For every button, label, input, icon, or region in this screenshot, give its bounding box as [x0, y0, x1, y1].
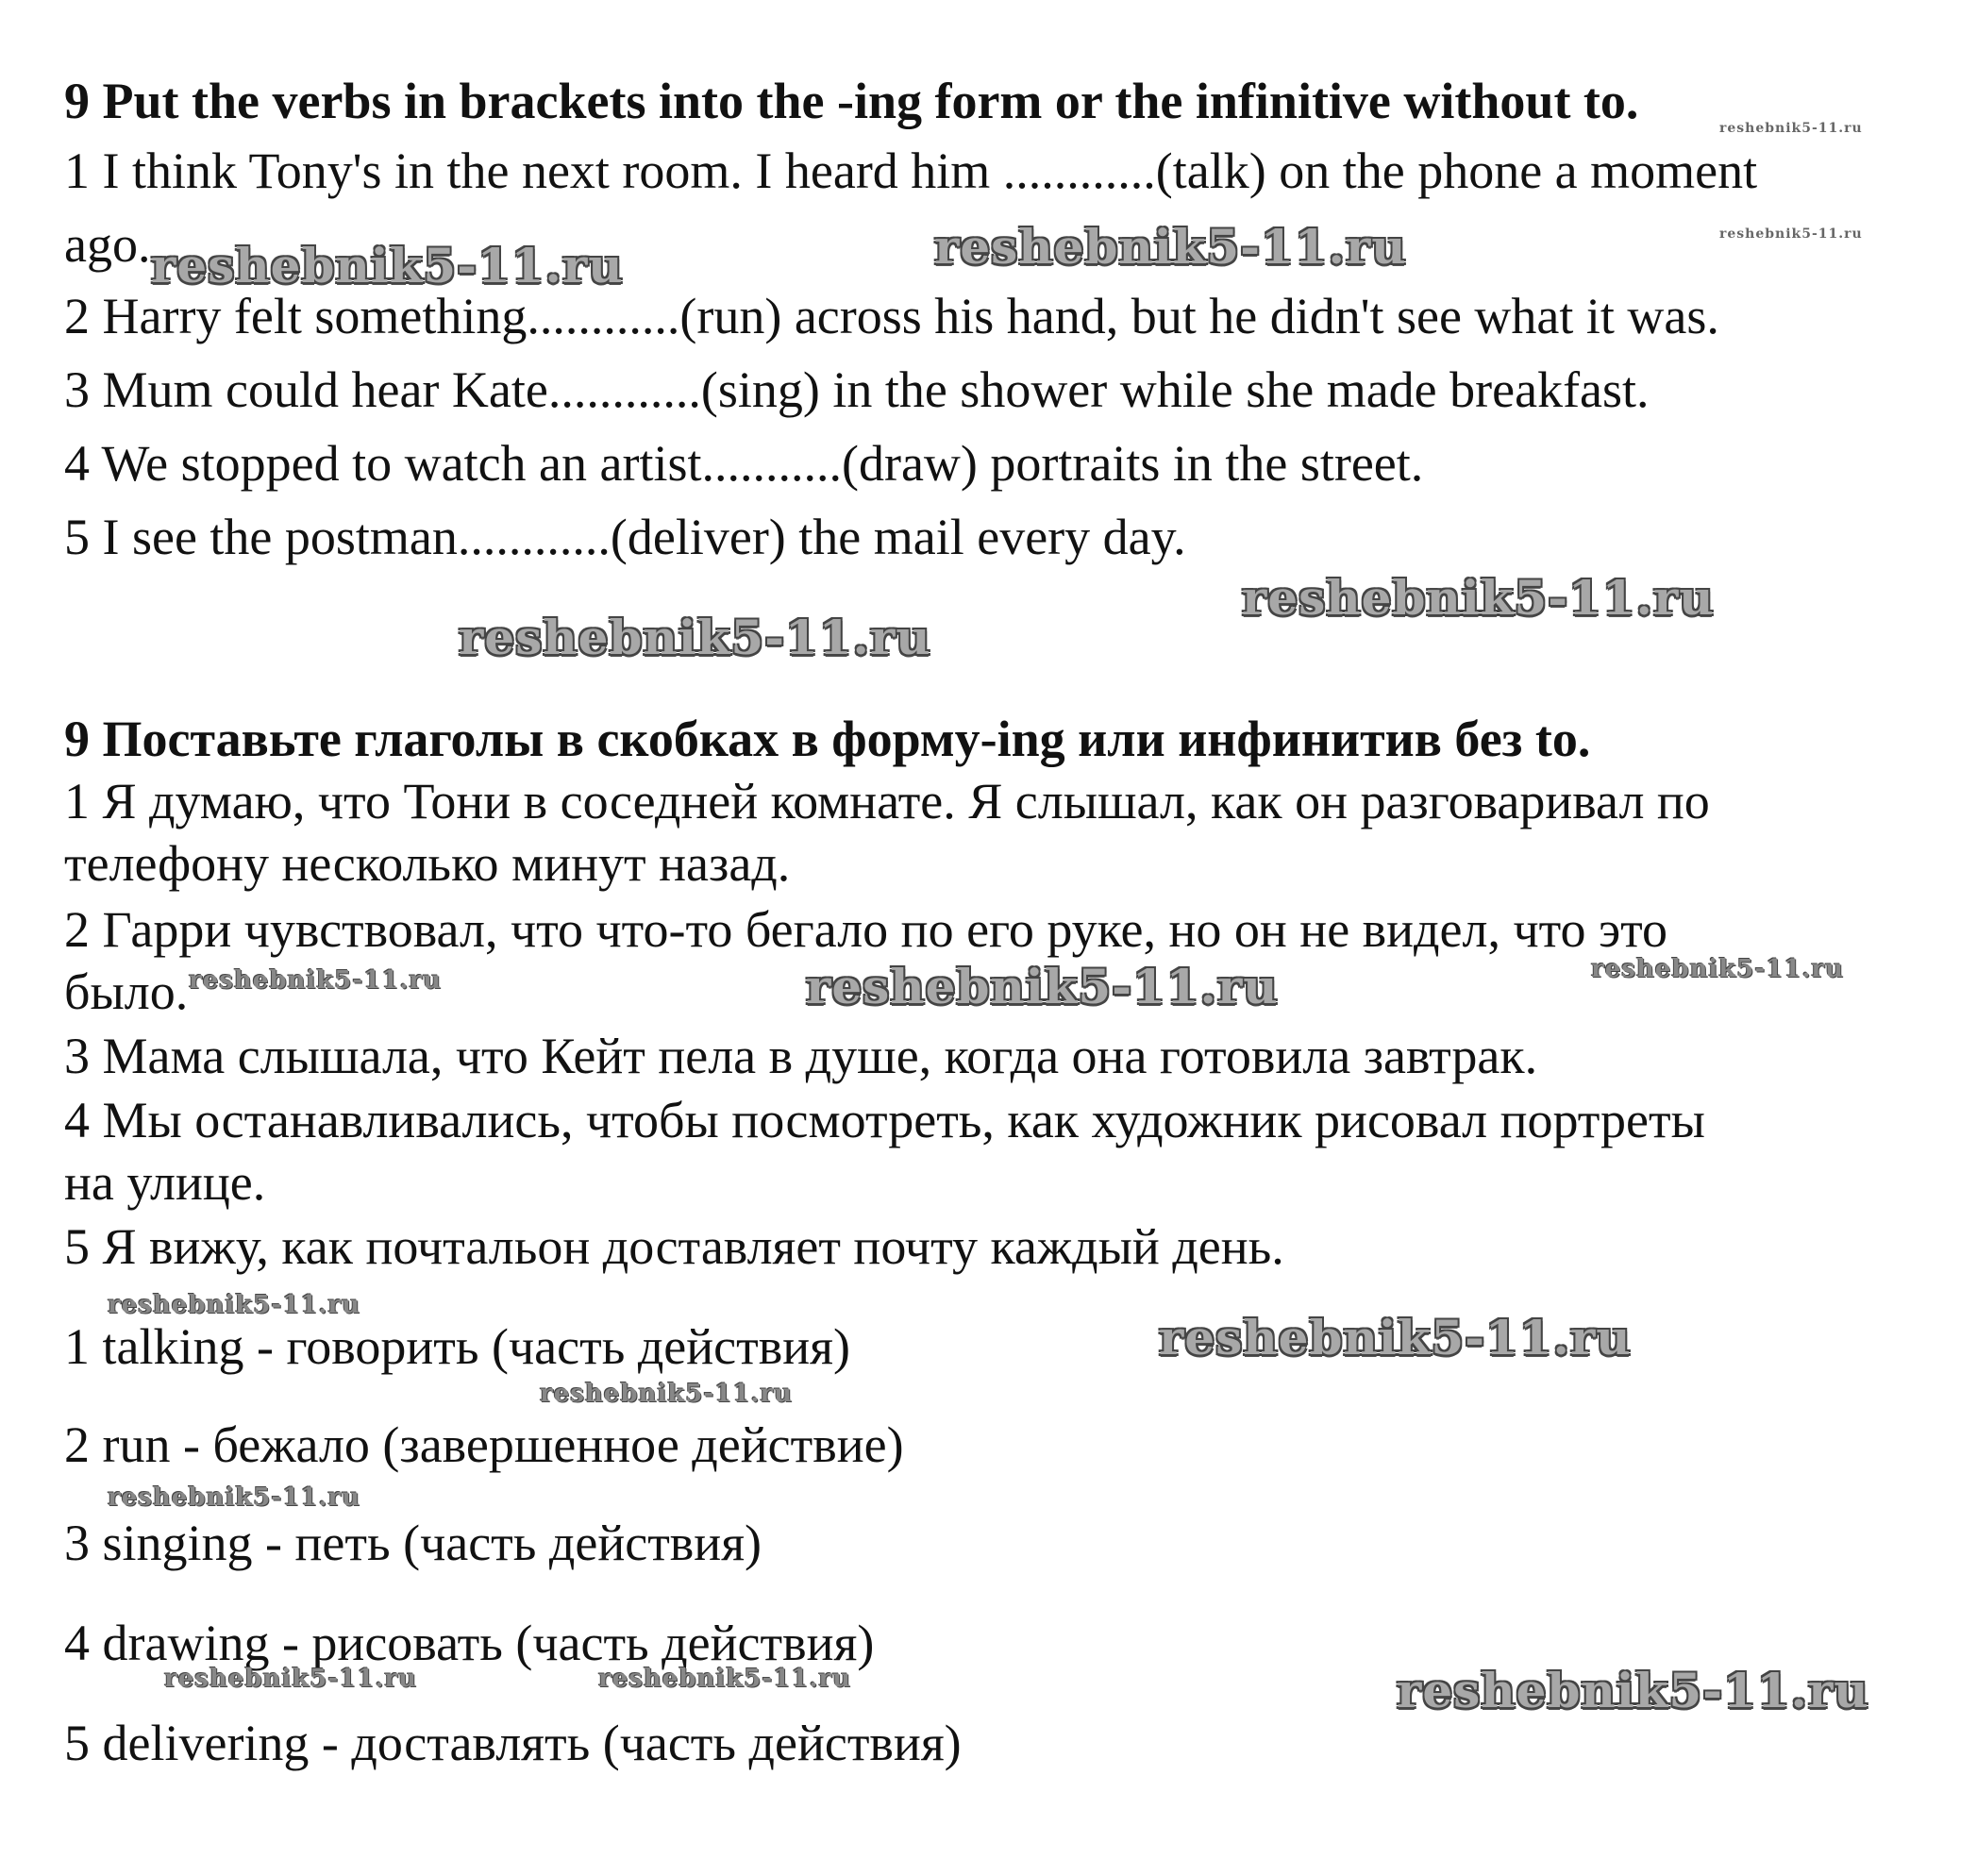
watermark: reshebnik5-11.ru [459, 610, 931, 665]
watermark: reshebnik5-11.ru [540, 1380, 794, 1408]
translation-item-3: 3 Мама слышала, что Кейт пела в душе, когда она готовила завтрак. [64, 1028, 1538, 1084]
watermark: reshebnik5-11.ru [1719, 226, 1863, 242]
exercise-item-4-en: 4 We stopped to watch an artist...........(draw) portraits in the street. [64, 435, 1424, 492]
exercise-item-1-en: 1 I think Tony's in the next room. I heard him ............(talk) on the phone a moment [64, 142, 1758, 199]
watermark: reshebnik5-11.ru [108, 1483, 361, 1512]
answer-5: 5 delivering - доставлять (часть действия) [64, 1715, 962, 1771]
translation-item-1-cont: телефону несколько минут назад. [64, 835, 791, 892]
watermark: reshebnik5-11.ru [108, 1291, 361, 1319]
watermark: reshebnik5-11.ru [806, 959, 1279, 1014]
answer-2: 2 run - бежало (завершенное действие) [64, 1416, 904, 1473]
answer-1: 1 talking - говорить (часть действия) [64, 1318, 850, 1375]
translation-item-5: 5 Я вижу, как почтальон доставляет почту каждый день. [64, 1218, 1284, 1275]
watermark: reshebnik5-11.ru [934, 219, 1407, 275]
translation-item-2-cont: было. [64, 963, 189, 1020]
watermark: reshebnik5-11.ru [1159, 1310, 1632, 1365]
translation-item-1: 1 Я думаю, что Тони в соседней комнате. Я слышал, как он разговаривал по [64, 773, 1710, 829]
exercise-item-5-en: 5 I see the postman............(deliver) the mail every day. [64, 509, 1186, 565]
watermark: reshebnik5-11.ru [1242, 570, 1715, 626]
watermark: reshebnik5-11.ru [189, 966, 443, 995]
answer-4: 4 drawing - рисовать (часть действия) [64, 1615, 875, 1671]
translation-item-4-cont: на улице. [64, 1154, 266, 1211]
watermark: reshebnik5-11.ru [1591, 955, 1845, 983]
exercise-item-1-en-cont: ago. [64, 216, 151, 273]
exercise-item-3-en: 3 Mum could hear Kate............(sing) in the shower while she made breakfast. [64, 361, 1650, 418]
watermark: reshebnik5-11.ru [164, 1665, 418, 1693]
translation-item-4: 4 Мы останавливались, чтобы посмотреть, как художник рисовал портреты [64, 1092, 1705, 1148]
exercise-heading-en: 9 Put the verbs in brackets into the -ing form or the infinitive without to. [64, 73, 1639, 129]
exercise-item-2-en: 2 Harry felt something............(run) across his hand, but he didn't see what it was. [64, 288, 1719, 344]
watermark: reshebnik5-11.ru [151, 238, 624, 293]
translation-item-2: 2 Гарри чувствовал, что что-то бегало по его руке, но он не видел, что это [64, 901, 1668, 958]
answer-3: 3 singing - петь (часть действия) [64, 1515, 762, 1571]
watermark: reshebnik5-11.ru [598, 1665, 852, 1693]
exercise-heading-ru: 9 Поставьте глаголы в скобках в форму-ing или инфинитив без to. [64, 711, 1591, 767]
watermark: reshebnik5-11.ru [1719, 121, 1863, 136]
watermark: reshebnik5-11.ru [1397, 1663, 1869, 1718]
